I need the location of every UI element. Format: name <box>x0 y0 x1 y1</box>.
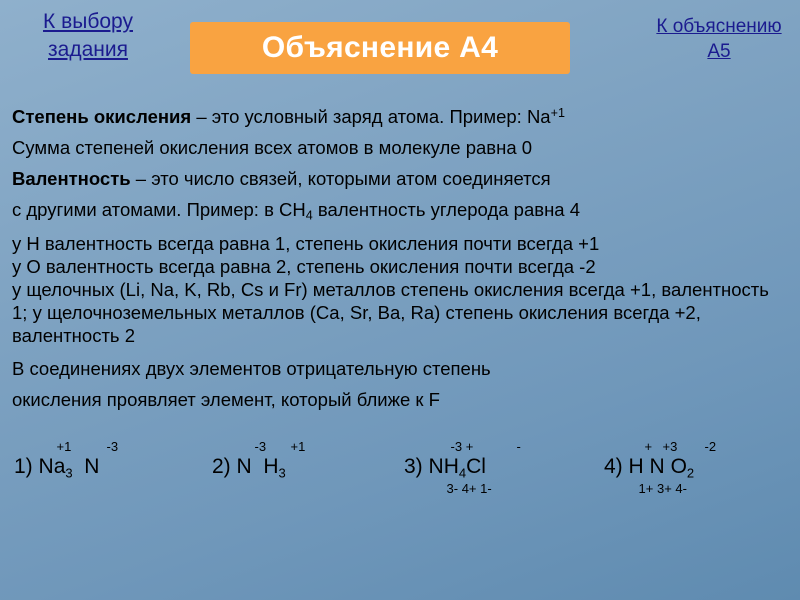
answer-1-formula <box>38 439 119 481</box>
term-oxidation-state: Степень окисления <box>12 106 192 128</box>
answer-option-1[interactable] <box>14 439 119 481</box>
answer-2-number: 2) <box>212 455 231 478</box>
answer-3-element-1: NH <box>428 455 459 478</box>
rule-binary-compounds-1: В соединениях двух элементов отрицательную степень <box>12 357 491 379</box>
answer-3-subscript-1: 4 <box>458 465 467 481</box>
answer-1-subscript-1: 3 <box>65 465 73 481</box>
answer-2-element-2: H <box>263 455 279 478</box>
answer-1-element-1: Na <box>38 455 66 478</box>
answer-option-4[interactable] <box>604 439 717 496</box>
definition-oxidation-state <box>12 98 788 132</box>
answer-2-charge-2: +1 <box>290 439 306 454</box>
page-title: Объяснение А4 <box>261 31 499 64</box>
answer-4-under-charges: 1+ 3+ 4- <box>638 481 687 496</box>
answer-1-number: 1) <box>14 455 33 478</box>
answer-3-number: 3) <box>404 455 423 478</box>
answer-4-number: 4) <box>604 455 623 478</box>
nav-link-task-selection[interactable]: К выбору задания <box>43 10 133 61</box>
answer-4-subscript-3: 2 <box>686 465 695 481</box>
answer-4-charge-1: + <box>644 439 653 454</box>
answer-2-element-1: N <box>236 455 252 478</box>
answer-1-element-2: N <box>84 455 100 478</box>
rule-oxygen: у О валентность всегда равна 2, степень окисления почти всегда -2 <box>12 255 596 277</box>
answer-3-under-charges: 3- 4+ 1- <box>446 481 492 496</box>
rule-alkali-metals: у щелочных (Li, Na, K, Rb, Cs и Fr) металлов степень окисления всегда +1, валентность 1; у щелочноземельных металлов (Ca, Sr, Ba, Ra) степень окисления всегда +2, валентность 2 <box>12 278 769 346</box>
answer-4-element-3: O <box>670 455 687 478</box>
rules-list <box>12 232 788 347</box>
answer-2-charge-1: -3 <box>254 439 267 454</box>
na-charge: +1 <box>550 106 565 120</box>
answer-2-subscript-2: 3 <box>278 465 286 481</box>
answer-4-element-2: N <box>649 455 665 478</box>
answer-option-3[interactable] <box>404 439 521 496</box>
answer-4-element-1: H <box>628 455 644 478</box>
answer-1-charge-1: +1 <box>56 439 72 454</box>
rule-binary-compounds-2: окисления проявляет элемент, который ближе к F <box>12 388 440 410</box>
answer-2-formula <box>236 439 306 481</box>
answer-3-formula <box>428 439 521 496</box>
slide-title-box <box>190 22 570 74</box>
ch4-subscript: 4 <box>305 208 313 223</box>
valence-example-b: валентность углерода равна 4 <box>312 199 581 221</box>
answer-3-charge-1: -3 + <box>450 439 474 454</box>
answer-4-formula <box>628 439 717 496</box>
answer-option-2[interactable] <box>212 439 306 481</box>
answer-options <box>14 439 794 565</box>
nav-link-next-explanation[interactable]: К объяснению А5 <box>656 16 782 62</box>
definition-valence <box>12 163 788 194</box>
rule-sum-zero: Сумма степеней окисления всех атомов в молекуле равна 0 <box>12 137 533 159</box>
answer-4-charge-3: -2 <box>704 439 717 454</box>
definition-valence-text: – это число связей, которыми атом соединяется <box>130 168 551 190</box>
answer-1-charge-2: -3 <box>106 439 119 454</box>
answer-3-element-2: Cl <box>466 455 486 478</box>
valence-example-a: с другими атомами. Пример: в CH <box>12 199 306 221</box>
answer-3-charge-2: - <box>516 439 521 454</box>
body-text <box>12 98 788 415</box>
answer-4-charge-2: +3 <box>662 439 678 454</box>
rule-hydrogen: у Н валентность всегда равна 1, степень окисления почти всегда +1 <box>12 232 600 254</box>
term-valence: Валентность <box>12 168 131 190</box>
definition-oxidation-state-text: – это условный заряд атома. Пример: Na <box>191 106 551 128</box>
definition-valence-example <box>12 194 788 232</box>
